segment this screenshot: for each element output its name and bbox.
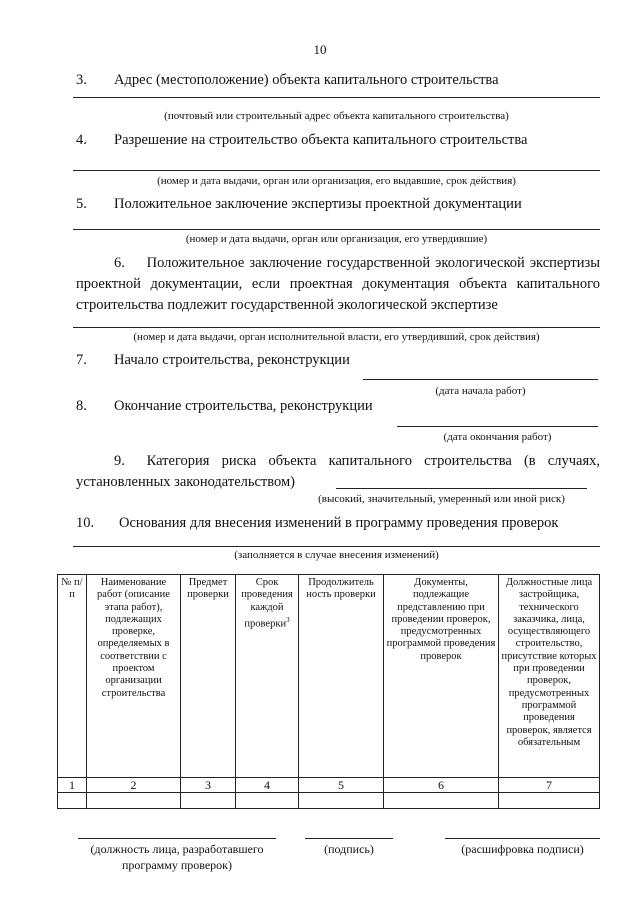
inspection-program-table bbox=[57, 574, 600, 809]
table-header-row bbox=[58, 575, 600, 778]
item-8-fill-line bbox=[397, 426, 598, 427]
item-7-text: Начало строительства, реконструкции bbox=[114, 352, 350, 368]
header-documents: Документы, подлежащие представлению при проведении проверок, предусмотренных программой проведения проверок bbox=[384, 575, 499, 778]
item-10-number: 10. bbox=[76, 515, 95, 531]
item-7-caption: (дата начала работ) bbox=[435, 385, 526, 397]
item-6-fill-line bbox=[73, 327, 600, 328]
item-7-number: 7. bbox=[76, 352, 87, 368]
item-5-fill-line bbox=[73, 229, 600, 230]
item-4-caption: (номер и дата выдачи, орган или организация, его выдавшие, срок действия) bbox=[157, 175, 516, 187]
decode-line bbox=[445, 838, 600, 839]
item-9-paragraph bbox=[76, 451, 600, 493]
table-cell bbox=[87, 793, 181, 809]
item-9-caption: (высокий, значительный, умеренный или иной риск) bbox=[318, 493, 565, 505]
item-4-text: Разрешение на строительство объекта капитального строительства bbox=[114, 132, 528, 148]
position-signature-line bbox=[78, 838, 276, 839]
table-cell bbox=[236, 793, 299, 809]
item-3-caption: (почтовый или строительный адрес объекта капитального строительства) bbox=[164, 110, 509, 122]
item-3-fill-line bbox=[73, 97, 600, 98]
item-10-caption: (заполняется в случае внесения изменений) bbox=[234, 549, 439, 561]
header-number: № п/п bbox=[58, 575, 87, 778]
table-cell bbox=[58, 793, 87, 809]
item-5-text: Положительное заключение экспертизы проектной документации bbox=[114, 196, 522, 212]
table-cell bbox=[499, 793, 600, 809]
header-duration: Продолжитель ность проверки bbox=[299, 575, 384, 778]
header-period-text: Срок проведения каждой проверки bbox=[241, 577, 293, 630]
item-4-number: 4. bbox=[76, 132, 87, 148]
item-9-fill-line bbox=[336, 488, 587, 489]
item-8-number: 8. bbox=[76, 398, 87, 414]
item-4-fill-line bbox=[73, 170, 600, 171]
column-number: 7 bbox=[499, 778, 600, 793]
position-caption: (должность лица, разработавшего программу проверок) bbox=[90, 842, 264, 872]
item-5-caption: (номер и дата выдачи, орган или организация, его утвердившие) bbox=[185, 233, 488, 245]
item-3-text: Адрес (местоположение) объекта капитального строительства bbox=[114, 72, 499, 88]
column-number: 1 bbox=[58, 778, 87, 793]
column-number: 4 bbox=[236, 778, 299, 793]
item-10-fill-line bbox=[73, 546, 600, 547]
footnote-mark: 3 bbox=[286, 615, 290, 624]
table-cell bbox=[384, 793, 499, 809]
header-officials: Должностные лица застройщика, технического заказчика, лица, осуществляющего строительство, присутствие которых при проведении проверок, предусмотренных программой проведения проверок, является обязательным bbox=[499, 575, 600, 778]
header-subject: Предмет проверки bbox=[181, 575, 236, 778]
sign-line bbox=[305, 838, 393, 839]
column-number: 6 bbox=[384, 778, 499, 793]
header-works: Наименование работ (описание этапа работ), подлежащих проверке, определяемых в соответствии с проектом организации строительства bbox=[87, 575, 181, 778]
table-row bbox=[58, 793, 600, 809]
item-8-text: Окончание строительства, реконструкции bbox=[114, 398, 373, 414]
table-cell bbox=[299, 793, 384, 809]
item-10-text: Основания для внесения изменений в программу проведения проверок bbox=[119, 515, 559, 531]
column-number: 3 bbox=[181, 778, 236, 793]
column-number-row bbox=[58, 778, 600, 793]
page-number: 10 bbox=[313, 42, 327, 57]
item-5-number: 5. bbox=[76, 196, 87, 212]
item-3-number: 3. bbox=[76, 72, 87, 88]
item-6-caption: (номер и дата выдачи, орган исполнительной власти, его утвердивший, срок действия) bbox=[133, 331, 540, 343]
item-9-number: 9. bbox=[114, 453, 125, 469]
column-number: 5 bbox=[299, 778, 384, 793]
item-6-text: Положительное заключение государственной экологической экспертизы проектной документации, если проектная документация объекта капитального строительства подлежит государственной экологической экспертизе bbox=[76, 255, 600, 313]
item-7-fill-line bbox=[363, 379, 598, 380]
item-9-text: Категория риска объекта капитального строительства (в случаях, установленных законодательством) bbox=[76, 453, 600, 490]
table-cell bbox=[181, 793, 236, 809]
header-period bbox=[236, 575, 299, 778]
decode-caption: (расшифровка подписи) bbox=[461, 842, 584, 856]
column-number: 2 bbox=[87, 778, 181, 793]
sign-caption: (подпись) bbox=[324, 842, 374, 856]
item-8-caption: (дата окончания работ) bbox=[443, 431, 552, 443]
item-6-number: 6. bbox=[114, 255, 125, 271]
item-6-paragraph bbox=[76, 253, 600, 316]
